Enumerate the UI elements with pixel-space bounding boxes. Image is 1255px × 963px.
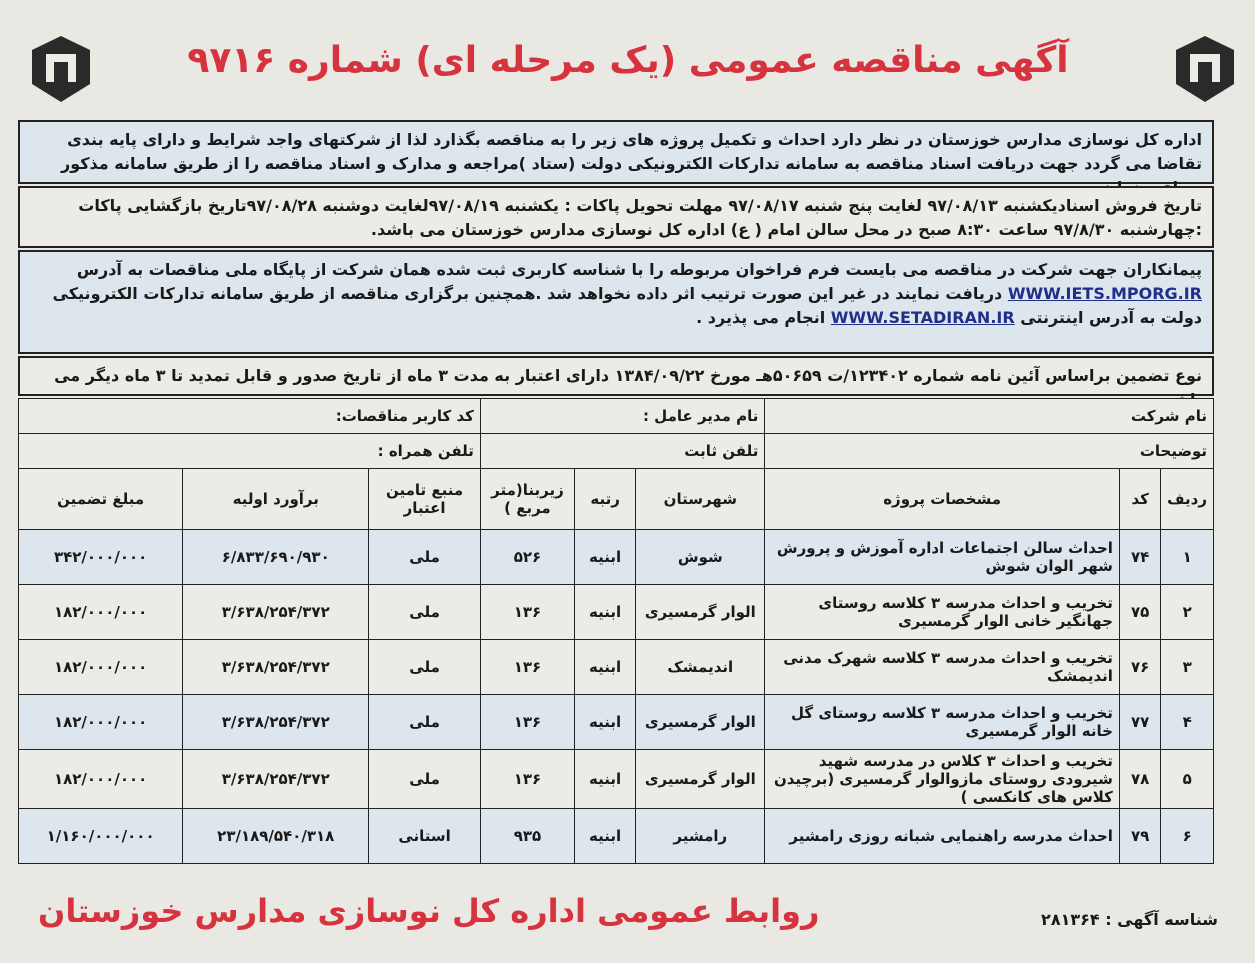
ceo-name-label: نام مدیر عامل :	[480, 399, 764, 434]
company-name-label: نام شرکت	[765, 399, 1214, 434]
table-cell: تخریب و احداث ۳ کلاس در مدرسه شهید شیرودی روستای مازوالوار گرمسیری (برچیدن کلاس های کانکسی )	[765, 750, 1120, 809]
column-header: برآورد اولیه	[183, 469, 369, 530]
table-cell: ابنیه	[574, 750, 635, 809]
table-cell: ۱۳۶	[480, 640, 574, 695]
table-cell: ۵۲۶	[480, 530, 574, 585]
table-row	[19, 750, 1214, 809]
landline-label: تلفن ثابت	[480, 434, 764, 469]
notice-page	[18, 30, 1238, 955]
table-cell: ۱۸۲/۰۰۰/۰۰۰	[19, 750, 183, 809]
table-cell: ۶/۸۳۳/۶۹۰/۹۳۰	[183, 530, 369, 585]
signature: روابط عمومی اداره کل نوسازی مدارس خوزستان	[38, 892, 820, 930]
ad-id: شناسه آگهی : ۲۸۱۳۶۴	[1041, 910, 1218, 929]
column-header: مبلغ تضمین	[19, 469, 183, 530]
setad-link[interactable]: WWW.SETADIRAN.IR	[830, 308, 1015, 327]
table-cell: رامشیر	[636, 809, 765, 864]
table-cell: ۳۴۲/۰۰۰/۰۰۰	[19, 530, 183, 585]
column-header: ردیف	[1161, 469, 1214, 530]
table-row	[19, 640, 1214, 695]
contractor-code-label: کد کاربر مناقصات:	[19, 399, 481, 434]
emblem-logo-right-icon	[1172, 34, 1238, 104]
table-cell: ابنیه	[574, 695, 635, 750]
page-title: آگهی مناقصه عمومی (یک مرحله ای) شماره ۹۷۱۶	[187, 40, 1069, 81]
iets-link[interactable]: WWW.IETS.MPORG.IR	[1007, 284, 1202, 303]
table-row	[19, 585, 1214, 640]
column-header: کد	[1119, 469, 1161, 530]
table-cell: ابنیه	[574, 585, 635, 640]
table-cell: ملی	[369, 750, 481, 809]
dates-paragraph: تاریخ فروش اسنادیکشنبه ۹۷/۰۸/۱۳ لغایت پنج شنبه ۹۷/۰۸/۱۷ مهلت تحویل پاکات : یکشنبه ۹۷/۰۸/۱۹لغایت دوشنبه ۹۷/۰۸/۲۸تاریخ بازگشایی پاکات :چهارشنبه ۹۷/۸/۳۰ ساعت ۸:۳۰ صبح در محل سالن امام ( ع) اداره کل نوسازی مدارس خوزستان می باشد.	[18, 186, 1214, 248]
table-cell: ۷۶	[1119, 640, 1161, 695]
table-cell: ۲۳/۱۸۹/۵۴۰/۳۱۸	[183, 809, 369, 864]
projects-table	[18, 398, 1214, 864]
table-cell: تخریب و احداث مدرسه ۳ کلاسه روستای گل خانه الوار گرمسیری	[765, 695, 1120, 750]
table-cell: ۳/۶۳۸/۲۵۴/۳۷۲	[183, 640, 369, 695]
table-cell: الوار گرمسیری	[636, 750, 765, 809]
mobile-label: تلفن همراه :	[19, 434, 481, 469]
description-label: توضیحات	[765, 434, 1214, 469]
table-cell: ۷۵	[1119, 585, 1161, 640]
table-cell: ملی	[369, 695, 481, 750]
table-cell: ۳	[1161, 640, 1214, 695]
contractors-text-3: انجام می پذیرد .	[696, 308, 826, 327]
table-cell: ابنیه	[574, 530, 635, 585]
contractors-text-2: دریافت نمایند در غیر این صورت ترتیب اثر داده نخواهد شد .همچنین برگزاری مناقصه از طریق سامانه تدارکات الکترونیکی دولت به آدرس اینترنتی	[52, 284, 1202, 327]
table-cell: ۱	[1161, 530, 1214, 585]
table-cell: ۳/۶۳۸/۲۵۴/۳۷۲	[183, 695, 369, 750]
table-cell: ۱۳۶	[480, 750, 574, 809]
table-cell: تخریب و احداث مدرسه ۳ کلاسه شهرک مدنی اندیمشک	[765, 640, 1120, 695]
table-cell: ۶	[1161, 809, 1214, 864]
column-header: شهرستان	[636, 469, 765, 530]
table-cell: ۷۷	[1119, 695, 1161, 750]
table-cell: ملی	[369, 585, 481, 640]
table-cell: ۷۴	[1119, 530, 1161, 585]
intro-paragraph: اداره کل نوسازی مدارس خوزستان در نظر دارد احداث و تکمیل پروژه های زیر را به مناقصه بگذارد لذا از شرکتهای واجد شرایط و دارای پایه بندی تقاضا می گردد جهت دریافت اسناد مناقصه به سامانه تدارکات الکترونیکی دولت (ستاد )مراجعه و مدارک و اسناد مناقصه را از طریق سامانه مذکور	[18, 120, 1214, 184]
table-row	[19, 530, 1214, 585]
table-cell: ۷۸	[1119, 750, 1161, 809]
table-cell: ابنیه	[574, 640, 635, 695]
guarantee-paragraph: نوع تضمین براساس آئین نامه شماره ۱۲۳۴۰۲/ت ۵۰۶۵۹هـ مورخ ۱۳۸۴/۰۹/۲۲ دارای اعتبار به مدت ۳ ماه از تاریخ صدور و قابل تمدید تا ۳ ماه دیگر می	[18, 356, 1214, 396]
table-cell: اندیمشک	[636, 640, 765, 695]
contractors-paragraph	[18, 250, 1214, 354]
column-header: زیربنا(متر مربع )	[480, 469, 574, 530]
table-header-row	[19, 469, 1214, 530]
table-row	[19, 695, 1214, 750]
table-cell: ۵	[1161, 750, 1214, 809]
emblem-logo-left-icon	[28, 34, 94, 104]
column-header: رتبه	[574, 469, 635, 530]
table-cell: احداث مدرسه راهنمایی شبانه روزی رامشیر	[765, 809, 1120, 864]
table-cell: ملی	[369, 640, 481, 695]
table-cell: تخریب و احداث مدرسه ۳ کلاسه روستای جهانگیر خانی الوار گرمسیری	[765, 585, 1120, 640]
header	[18, 30, 1238, 114]
table-cell: ۳/۶۳۸/۲۵۴/۳۷۲	[183, 585, 369, 640]
table-cell: شوش	[636, 530, 765, 585]
table-cell: ۴	[1161, 695, 1214, 750]
table-cell: ۲	[1161, 585, 1214, 640]
table-cell: ۹۳۵	[480, 809, 574, 864]
table-cell: ملی	[369, 530, 481, 585]
table-cell: استانی	[369, 809, 481, 864]
table-cell: ۱۳۶	[480, 585, 574, 640]
table-cell: ابنیه	[574, 809, 635, 864]
table-cell: الوار گرمسیری	[636, 585, 765, 640]
table-cell: ۱۸۲/۰۰۰/۰۰۰	[19, 640, 183, 695]
table-cell: ۱۸۲/۰۰۰/۰۰۰	[19, 695, 183, 750]
table-cell: الوار گرمسیری	[636, 695, 765, 750]
column-header: منبع تامین اعتبار	[369, 469, 481, 530]
table-cell: ۱۸۲/۰۰۰/۰۰۰	[19, 585, 183, 640]
table-cell: احداث سالن اجتماعات اداره آموزش و پرورش شهر الوان شوش	[765, 530, 1120, 585]
contractors-text-1: پیمانکاران جهت شرکت در مناقصه می بایست فرم فراخوان مربوطه را با شناسه کاربری ثبت شده همان شرکت از پایگاه ملی مناقصات به آدرس	[76, 260, 1202, 279]
column-header: مشخصات پروژه	[765, 469, 1120, 530]
table-row	[19, 809, 1214, 864]
table-cell: ۱۳۶	[480, 695, 574, 750]
table-cell: ۷۹	[1119, 809, 1161, 864]
table-cell: ۱/۱۶۰/۰۰۰/۰۰۰	[19, 809, 183, 864]
table-cell: ۳/۶۳۸/۲۵۴/۳۷۲	[183, 750, 369, 809]
